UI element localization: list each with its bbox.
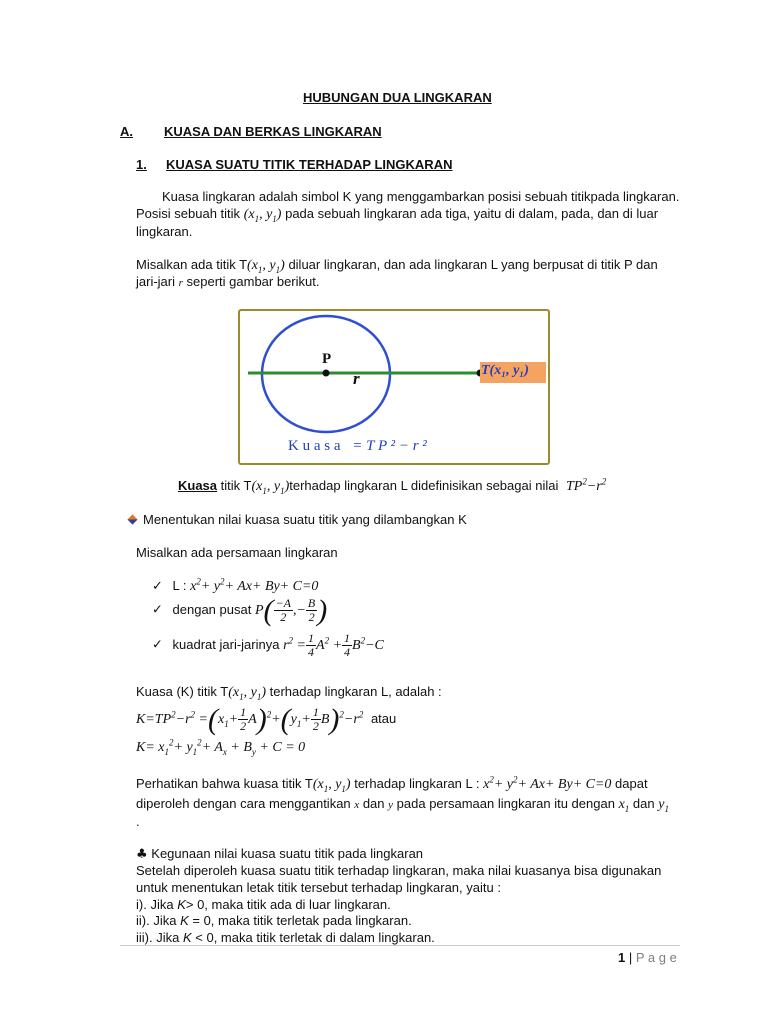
perhatikan-dan-2: dan bbox=[632, 796, 655, 811]
checkmark-icon: ✓ bbox=[152, 602, 163, 618]
checkmark-icon: ✓ bbox=[152, 579, 163, 594]
intro-line-2-pre: Posisi sebuah titik bbox=[136, 206, 241, 221]
intro-line-1: Kuasa lingkaran adalah simbol K yang menggambarkan posisi sebuah titikpada lingkaran. bbox=[162, 189, 680, 204]
perhatikan-line-2-pre: diperoleh dengan cara menggantikan bbox=[136, 796, 351, 811]
perhatikan-line-1 bbox=[136, 776, 648, 793]
kegunaan-item-iii bbox=[136, 930, 435, 945]
check-item-1 bbox=[152, 578, 318, 595]
club-icon: ♣ bbox=[136, 847, 148, 862]
item-i-post: > 0, maka titik ada di luar lingkaran. bbox=[185, 897, 391, 912]
radius-symbol: r bbox=[178, 277, 183, 289]
section-a-title: KUASA DAN BERKAS LINGKARAN bbox=[164, 124, 382, 139]
item-ii-post: = 0, maka titik terletak pada lingkaran. bbox=[192, 913, 412, 928]
check-2-label: dengan pusat bbox=[172, 601, 252, 617]
var-y1: $y_1$ bbox=[658, 797, 669, 814]
var-x: x bbox=[354, 799, 360, 811]
kuasa-formula-2: $K= x_1^2+ y_1^2+ A_x + B_y + C = 0$ bbox=[136, 737, 306, 757]
item-iii-post: < 0, maka titik terletak di dalam lingkaran. bbox=[195, 930, 435, 945]
definition-formula: $TP^2-r^2$ bbox=[565, 476, 607, 494]
kuasa-k-line bbox=[136, 684, 442, 701]
bullet-1-text: Menentukan nilai kuasa suatu titik yang dilambangkan K bbox=[143, 512, 467, 527]
misal-line-1-pre: Misalkan ada titik T bbox=[136, 257, 248, 272]
perhatikan-equation: $x^2+ y^2+ Ax+ By+ C=0$ bbox=[483, 774, 612, 792]
kuasa-formula-1 bbox=[136, 702, 397, 736]
kegunaan-item-i bbox=[136, 897, 391, 912]
kuasa-k-post: terhadap lingkaran L, adalah : bbox=[269, 684, 442, 699]
point-x1-y1: ($x_1$, $y_1$) bbox=[243, 207, 282, 224]
center-formula: P( $\frac{-A}{2}$ ,− $\frac{B}{2}$ ) bbox=[254, 593, 328, 627]
diamond-bullet-icon bbox=[127, 514, 137, 524]
footer-separator: | bbox=[628, 950, 633, 965]
kuasa-k-pre: Kuasa (K) titik T bbox=[136, 684, 229, 699]
definition-point: ($x_1$, $y_1$) bbox=[251, 479, 290, 496]
caption-word: K u a s a bbox=[288, 438, 341, 454]
point-t: ($x_1$, $y_1$) bbox=[247, 258, 285, 275]
figure-caption bbox=[288, 438, 427, 455]
kegunaan-heading-text: Kegunaan nilai kuasa suatu titik pada lingkaran bbox=[151, 846, 424, 861]
misal-2: Misalkan ada persamaan lingkaran bbox=[136, 545, 338, 560]
circle-equation: $x^2+ y^2+ Ax+ By+ C=0$ bbox=[190, 576, 319, 594]
kuasa-expansion: $K=TP^2-r^2 =(x_1+$ $\frac{1}{2}$ $A)^2+(y_1+$ $\frac{1}{2}$ $B)^2-r^2$ bbox=[136, 702, 364, 736]
page-number: 1 bbox=[618, 950, 626, 965]
perhatikan-mid: terhadap lingkaran L : bbox=[354, 776, 480, 791]
kegunaan-line-2: untuk menentukan letak titik tersebut terhadap lingkaran, yaitu : bbox=[136, 880, 501, 895]
item-ii-pre: ii). Jika bbox=[136, 913, 177, 928]
definition-line bbox=[178, 478, 606, 495]
misal-line-2-post: seperti gambar berikut. bbox=[186, 274, 320, 289]
item-ii-k: K bbox=[180, 913, 189, 928]
perhatikan-dan-1: dan bbox=[362, 796, 385, 811]
center-point-p bbox=[323, 370, 330, 377]
perhatikan-post: dapat bbox=[615, 776, 648, 791]
item-i-k: K bbox=[177, 897, 186, 912]
subsection-1-label: 1. bbox=[136, 157, 147, 172]
label-t: T(x₁, y₁) bbox=[481, 363, 529, 378]
kuasa-k-point: ($x_1$, $y_1$) bbox=[228, 685, 267, 702]
intro-line-2 bbox=[136, 206, 658, 223]
footer-page-word: P a g e bbox=[635, 950, 677, 965]
perhatikan-line-2-mid: pada persamaan lingkaran itu dengan bbox=[396, 796, 615, 811]
item-iii-pre: iii). Jika bbox=[136, 930, 180, 945]
radius-squared-formula: $r^2$ = $\frac{1}{4}$ $A^2$ + $\frac{1}{4}$ $B^2-C$ bbox=[283, 631, 384, 659]
circle-figure bbox=[238, 309, 550, 465]
intro-line-2-post: pada sebuah lingkaran ada tiga, yaitu di dalam, pada, dan di luar bbox=[285, 206, 659, 221]
checkmark-icon: ✓ bbox=[152, 637, 163, 653]
kegunaan-item-ii bbox=[136, 913, 412, 928]
definition-post: terhadap lingkaran L didefinisikan sebagai nilai bbox=[289, 478, 559, 493]
perhatikan-point: ($x_1$, $y_1$) bbox=[312, 777, 351, 794]
definition-pre: titik T bbox=[220, 478, 252, 493]
item-i-pre: i). Jika bbox=[136, 897, 174, 912]
definition-bold: Kuasa bbox=[178, 478, 218, 493]
intro-line-3: lingkaran. bbox=[136, 224, 193, 239]
label-p: P bbox=[322, 351, 332, 367]
var-y: y bbox=[388, 799, 394, 811]
item-iii-k: K bbox=[182, 930, 192, 945]
check-item-3 bbox=[152, 632, 384, 659]
page-footer bbox=[618, 950, 677, 965]
label-r: r bbox=[353, 369, 360, 388]
atau-word: atau bbox=[370, 710, 397, 726]
check-3-label: kuadrat jari-jarinya bbox=[172, 636, 280, 652]
kegunaan-line-1: Setelah diperoleh kuasa suatu titik terhadap lingkaran, maka nilai kuasanya bisa digunakan bbox=[136, 863, 662, 878]
page-title: HUBUNGAN DUA LINGKARAN bbox=[303, 90, 492, 105]
footer-divider bbox=[120, 945, 680, 946]
check-1-label: L : bbox=[172, 578, 187, 593]
misal-line-1-post: diluar lingkaran, dan ada lingkaran L yang berpusat di titik P dan bbox=[288, 257, 658, 272]
misal-line-2-pre: jari-jari bbox=[136, 274, 175, 289]
perhatikan-line-2 bbox=[136, 796, 669, 813]
kegunaan-heading bbox=[136, 846, 423, 862]
misal-line-1 bbox=[136, 257, 658, 274]
var-x1: $x_1$ bbox=[618, 797, 630, 814]
bullet-item-1 bbox=[128, 512, 467, 527]
section-a-label: A. bbox=[120, 124, 133, 139]
check-item-2 bbox=[152, 593, 328, 627]
perhatikan-dot: . bbox=[136, 814, 140, 829]
caption-formula: = T P ² − r ² bbox=[352, 438, 427, 454]
perhatikan-pre: Perhatikan bahwa kuasa titik T bbox=[136, 776, 313, 791]
misal-line-2 bbox=[136, 274, 319, 289]
subsection-1-title: KUASA SUATU TITIK TERHADAP LINGKARAN bbox=[166, 157, 453, 172]
